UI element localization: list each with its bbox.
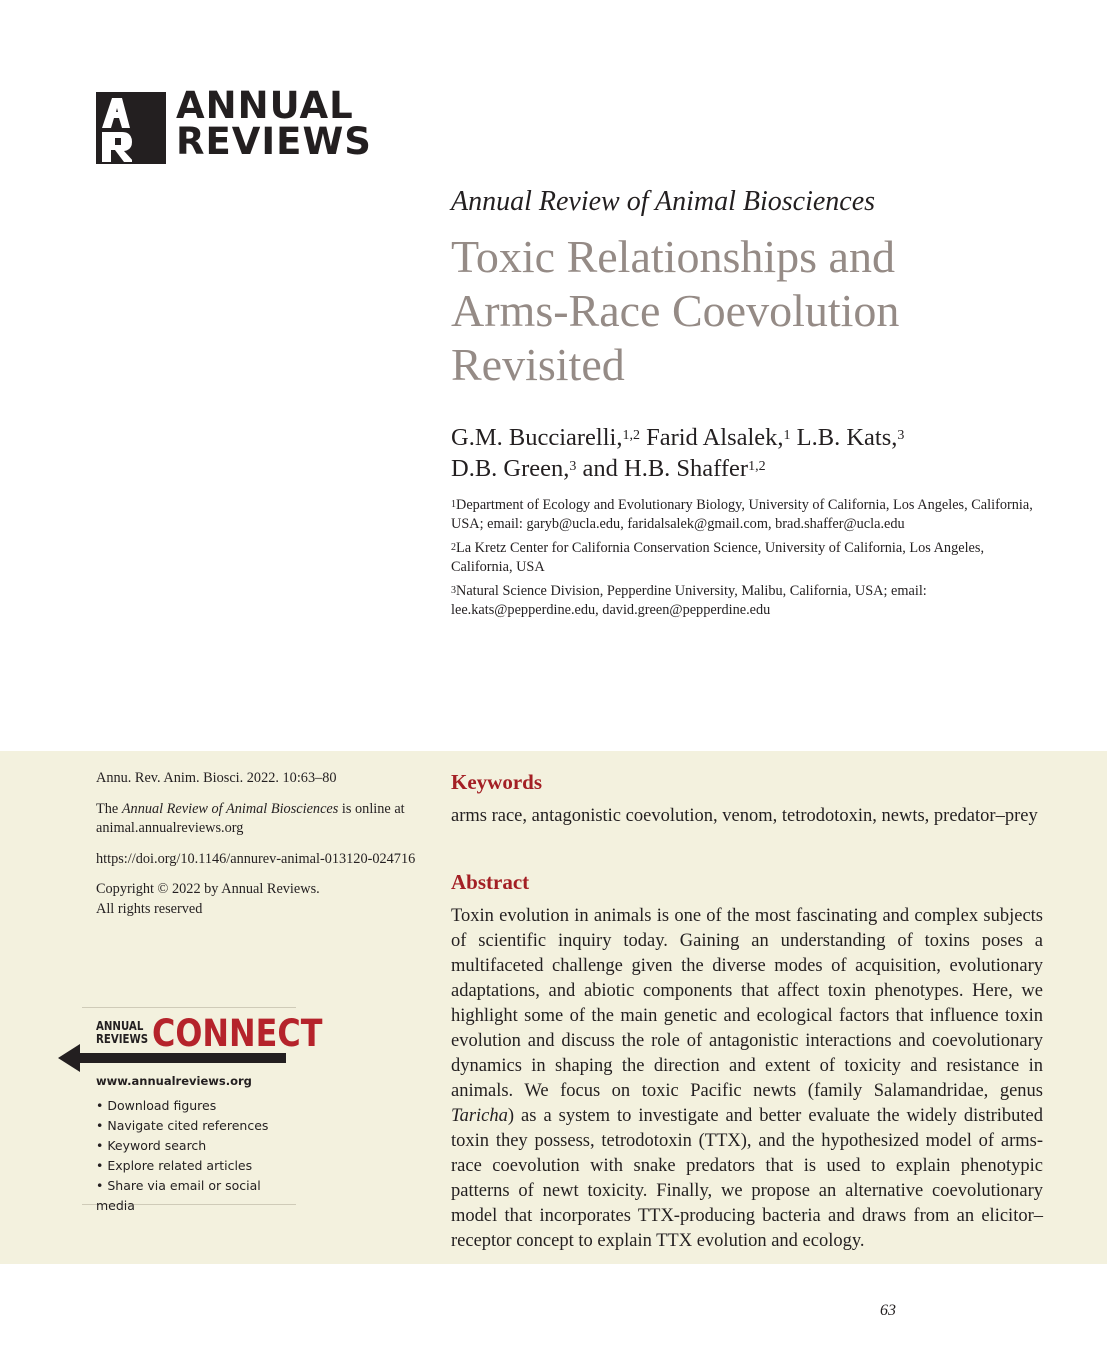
- author-affil-sup: 3: [897, 428, 905, 443]
- author-name: G.M. Bucciarelli,: [451, 424, 623, 451]
- left-arrow-icon: [58, 1042, 288, 1074]
- journal-name: Annual Review of Animal Biosciences: [451, 186, 876, 217]
- connect-brand-line-1: ANNUAL: [96, 1019, 144, 1033]
- online-journal: Annual Review of Animal Biosciences: [121, 800, 339, 817]
- article-title: [451, 230, 1011, 392]
- connect-url[interactable]: www.annualreviews.org: [96, 1074, 252, 1088]
- author-affil-sup: 1,2: [622, 428, 640, 443]
- keywords-text: arms race, antagonistic coevolution, venom, tetrodotoxin, newts, predator–prey: [451, 806, 1038, 826]
- affiliation: [451, 582, 1041, 620]
- connect-brand-line-2: REVIEWS: [96, 1032, 149, 1046]
- online-post: is online at animal.annualreviews.org: [96, 800, 405, 836]
- author-name: Farid Alsalek,: [646, 424, 784, 451]
- abstract-part-1: Toxin evolution in animals is one of the most fascinating and complex subjects of scientific inquiry today. Gaining an understanding of toxins poses a multifaceted challenge given the diverse modes of acquisition, evolutionary adaptations, and abiotic components that affect toxin phenotypes. Here, we highlight some of the main genetic and ecological factors that influence toxin evolution and discuss the role of antagonistic interactions and coevolutionary dynamics in shaping the direction and extent of toxicity and resistance in animals. We focus on toxic Pacific newts (family Salamandridae, genus: [451, 906, 1043, 1101]
- author-affil-sup: 1,2: [748, 459, 766, 474]
- online-pre: The: [96, 800, 119, 817]
- keywords-heading: Keywords: [451, 770, 542, 794]
- annual-reviews-connect-box: [82, 1007, 323, 1213]
- title-line: Revisited: [451, 339, 625, 390]
- abstract-genus: Taricha: [451, 1106, 508, 1126]
- online-note: [96, 800, 426, 839]
- ar-logo-mark-icon: [96, 92, 166, 164]
- abstract-text: [451, 904, 1043, 1254]
- list-item: • Explore related articles: [96, 1158, 253, 1173]
- list-item: • Share via email or social media: [96, 1178, 261, 1213]
- list-item: • Keyword search: [96, 1138, 207, 1153]
- author-affil-sup: 3: [569, 459, 577, 474]
- rights-line: All rights reserved: [96, 900, 203, 917]
- abstract-heading: Abstract: [451, 870, 530, 894]
- author-line-2: [451, 453, 1051, 484]
- connect-feature-list: [96, 1096, 296, 1216]
- logo-line-2: REVIEWS: [176, 120, 372, 163]
- affiliation-text: Department of Ecology and Evolutionary Biology, University of California, Los Angeles, California, USA; email: garyb@ucla.edu, faridalsalek@gmail.com, brad.shaffer@ucla.edu: [451, 497, 1033, 532]
- author-affil-sup: 1: [783, 428, 791, 443]
- affiliation-number: 2: [451, 542, 456, 553]
- logo-line-1: ANNUAL: [176, 84, 354, 127]
- affiliation-text: Natural Science Division, Pepperdine University, Malibu, California, USA; email: lee.kats@pepperdine.edu, david.green@pepperdine.edu: [451, 583, 927, 618]
- title-line: Toxic Relationships and: [451, 231, 895, 282]
- copyright: [96, 880, 426, 919]
- abstract-part-2: ) as a system to investigate and better evaluate the widely distributed toxin they possess, tetrodotoxin (TTX), and the hypothesized model of arms-race coevolution with snake predators that is used to explain phenotypic patterns of newt toxicity. Finally, we propose an alternative coevolutionary model that incorporates TTX-producing bacteria and draws from an elicitor–receptor concept to explain TTX evolution and ecology.: [451, 1106, 1043, 1251]
- annual-reviews-logo: [96, 84, 376, 166]
- page-number: 63: [880, 1302, 896, 1319]
- list-item: • Navigate cited references: [96, 1118, 269, 1133]
- affiliation: [451, 496, 1041, 534]
- copyright-line: Copyright © 2022 by Annual Reviews.: [96, 881, 320, 897]
- author-line-1: [451, 422, 1051, 453]
- author-list: [451, 422, 1051, 484]
- connect-word: CONNECT: [152, 1012, 323, 1055]
- citation: Annu. Rev. Anim. Biosci. 2022. 10:63–80: [96, 770, 337, 786]
- affiliation-text: La Kretz Center for California Conservation Science, University of California, Los Angeles, California, USA: [451, 540, 985, 575]
- title-line: Arms-Race Coevolution: [451, 285, 900, 336]
- doi-link[interactable]: https://doi.org/10.1146/annurev-animal-013120-024716: [96, 850, 416, 867]
- author-name: L.B. Kats,: [796, 424, 898, 451]
- author-name: and H.B. Shaffer: [582, 455, 749, 482]
- affiliation: [451, 539, 1041, 577]
- logo-wordmark: [176, 84, 372, 163]
- affiliation-number: 1: [451, 499, 456, 510]
- list-item: • Download figures: [96, 1098, 217, 1113]
- affiliations: [451, 496, 1041, 625]
- author-name: D.B. Green,: [451, 455, 570, 482]
- affiliation-number: 3: [451, 585, 456, 596]
- publication-meta: [96, 769, 426, 930]
